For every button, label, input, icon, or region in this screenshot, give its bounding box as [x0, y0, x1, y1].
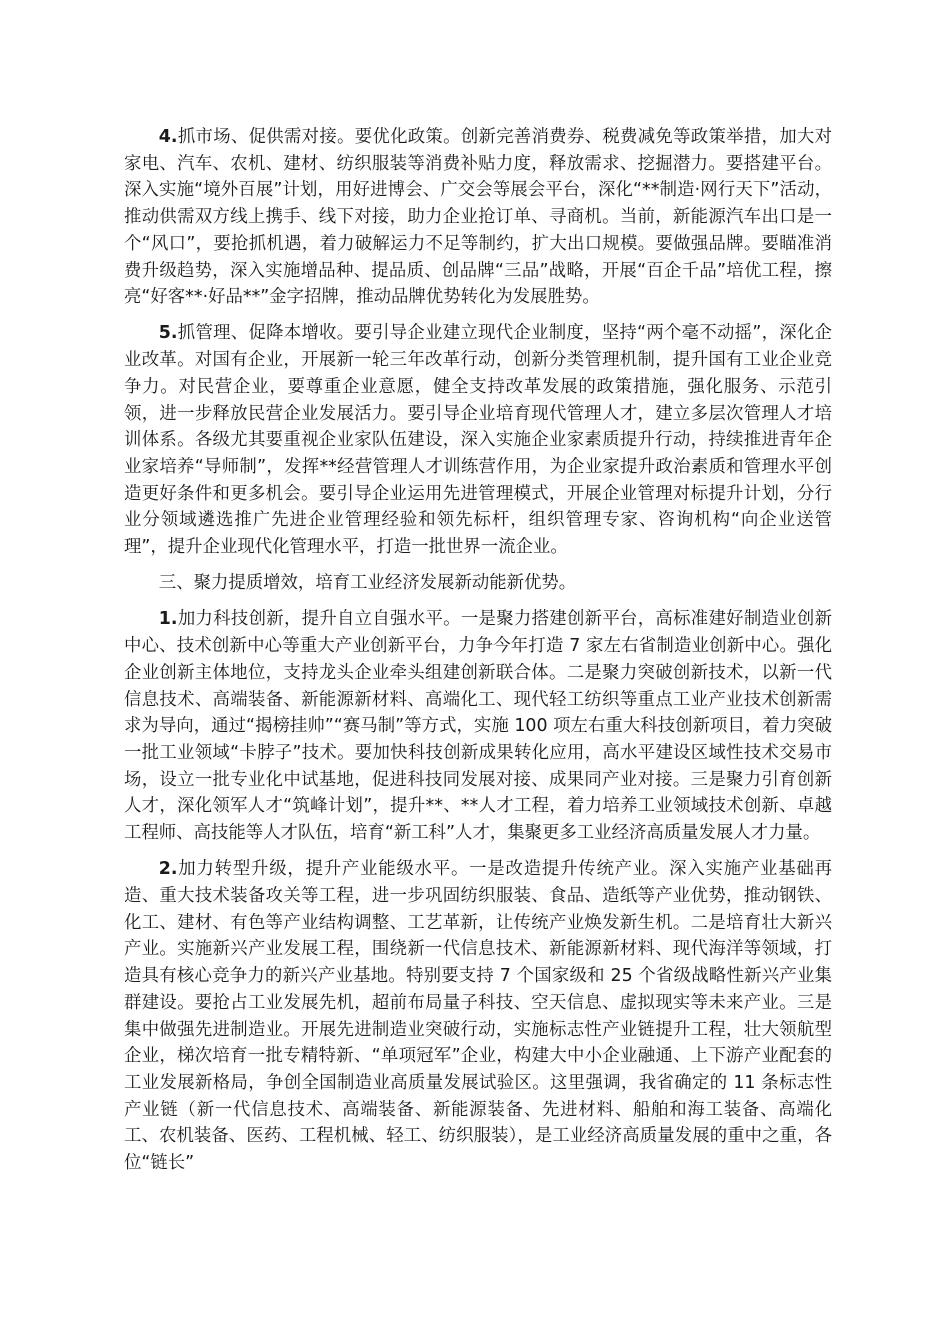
paragraph-transformation-upgrade	[124, 856, 832, 1176]
paragraph-number: 2.	[158, 859, 178, 880]
paragraph-market-supply-demand	[124, 124, 832, 311]
paragraph-text: 抓管理、促降本增收。要引导企业建立现代企业制度，坚持“两个毫不动摇”，深化企业改革。对国有企业，开展新一轮三年改革行动，创新分类管理机制，提升国有工业企业竞争力。对民营企业，要尊重企业意愿，健全支持改革发展的政策措施，强化服务、示范引领，进一步释放民营企业发展活力。要引导企业培育现代管理人才，建立多层次管理人才培训体系。各级尤其要重视企业家队伍建设，深入实施企业家素质提升行动，持续推进青年企业家培养“导师制”，发挥**经营管理人才训练营作用，为企业家提升政治素质和管理水平创造更好条件和更多机会。要引导企业运用先进管理模式，开展企业管理对标提升计划，分行业分领域遴选推广先进企业管理经验和领先标杆，组织管理专家、咨询机构“向企业送管理”，提升企业现代化管理水平，打造一批世界一流企业。	[124, 323, 832, 558]
paragraph-tech-innovation	[124, 606, 832, 846]
paragraph-text: 加力科技创新，提升自立自强水平。一是聚力搭建创新平台，高标准建好制造业创新中心、技术创新中心等重大产业创新平台，力争今年打造 7 家左右省制造业创新中心。强化企业创新主体地位，支持龙头企业牵头组建创新联合体。二是聚力突破创新技术，以新一代信息技术、高端装备、新能源新材料、高端化工、现代轻工纺织等重点工业产业技术创新需求为导向，通过“揭榜挂帅”“赛马制”等方式，实施 100 项左右重大科技创新项目，着力突破一批工业领域“卡脖子”技术。要加快科技创新成果转化应用，高水平建设区域性技术交易市场，设立一批专业化中试基地，促进科技同发展对接、成果同产业对接。三是聚力引育创新人才，深化领军人才“筑峰计划”，提升**、**人才工程，着力培养工业领域技术创新、卓越工程师、高技能等人才队伍，培育“新工科”人才，集聚更多工业经济高质量发展人才力量。	[124, 609, 832, 844]
document-body	[124, 124, 832, 1186]
paragraph-number: 4.	[158, 127, 178, 147]
paragraph-management-cost	[124, 320, 832, 560]
section-heading-text: 三、聚力提质增效，培育工业经济发展新动能新优势。	[158, 573, 577, 594]
paragraph-text: 加力转型升级，提升产业能级水平。一是改造提升传统产业。深入实施产业基础再造、重大技术装备攻关等工程，进一步巩固纺织服装、食品、造纸等产业优势，推动钢铁、化工、建材、有色等产业结构调整、工艺革新，让传统产业焕发新生机。二是培育壮大新兴产业。实施新兴产业发展工程，围绕新一代信息技术、新能源新材料、现代海洋等领域，打造具有核心竞争力的新兴产业基地。特别要支持 7 个国家级和 25 个省级战略性新兴产业集群建设。要抢占工业发展先机，超前布局量子科技、空天信息、虚拟现实等未来产业。三是集中做强先进制造业。开展先进制造业突破行动，实施标志性产业链提升工程，壮大领航型企业，梯次培育一批专精特新、“单项冠军”企业，构建大中小企业融通、上下游产业配套的工业发展新格局，争创全国制造业高质量发展试验区。这里强调，我省确定的 11 条标志性产业链（新一代信息技术、高端装备、新能源装备、先进材料、船舶和海工装备、高端化工、农机装备、医药、工程机械、轻工、纺织服装），是工业经济高质量发展的重中之重，各位“链长”	[124, 859, 832, 1174]
paragraph-number: 5.	[158, 323, 178, 344]
paragraph-number: 1.	[158, 609, 178, 630]
section-heading-quality-efficiency	[124, 570, 832, 597]
paragraph-text: 抓市场、促供需对接。要优化政策。创新完善消费券、税费减免等政策举措，加大对家电、汽车、农机、建材、纺织服装等消费补贴力度，释放需求、挖掘潜力。要搭建平台。深入实施“境外百展”计划，用好进博会、广交会等展会平台，深化“**制造·网行天下”活动，推动供需双方线上携手、线下对接，助力企业抢订单、寻商机。当前，新能源汽车出口是一个“风口”，要抢抓机遇，着力破解运力不足等制约，扩大出口规模。要做强品牌。要瞄准消费升级趋势，深入实施增品种、提品质、创品牌“三品”战略，开展“百企千品”培优工程，擦亮“好客**·好品**”金字招牌，推动品牌优势转化为发展胜势。	[124, 127, 832, 308]
